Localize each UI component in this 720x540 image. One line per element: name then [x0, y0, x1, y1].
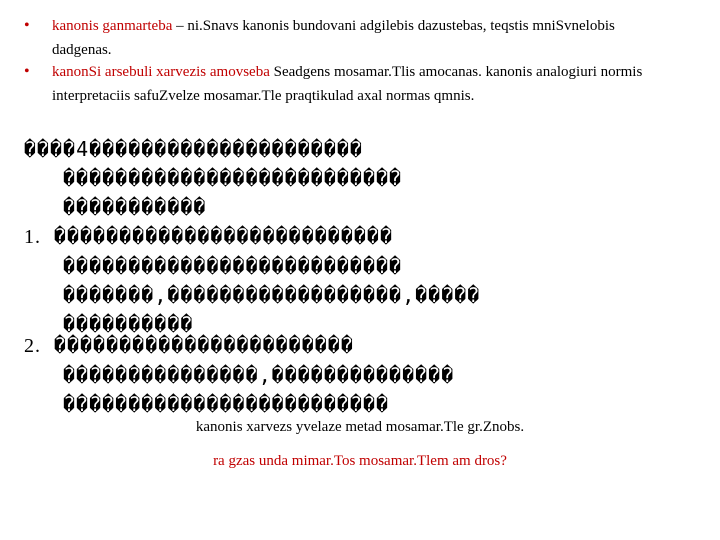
bullet-term: kanonis ganmarteba — [52, 18, 173, 34]
bullet-dot: • — [24, 17, 30, 34]
garbled-line: ����������������������� — [54, 333, 354, 357]
numbered-item-2 — [24, 331, 714, 419]
garbled-line: ���������������,�������������� — [63, 363, 455, 387]
bullet-item-interpretation — [24, 14, 704, 62]
footer-statement: kanonis xarvezs yvelaze metad mosamar.Tle gr.Znobs. — [195, 419, 525, 435]
garbled-line: �������������������������� — [63, 166, 403, 190]
bullet-dot: • — [24, 63, 30, 80]
garbled-line: �������������������������� — [54, 224, 394, 248]
bullet-rest: – ni.Snavs kanonis bundovani adgilebis dazustebas, teqstis mniSvnelobis — [172, 18, 615, 34]
bullet-item-gap-filling — [24, 60, 704, 108]
bullet-text — [52, 60, 704, 108]
garbled-line: �������,������������������,����� — [63, 283, 481, 307]
footer-question: ra gzas unda mimar.Tos mosamar.Tlem am dros? — [213, 453, 507, 469]
garbled-line: ������������������������� — [63, 392, 390, 416]
bullet-rest: Seadgens mosamar.Tlis amocanas. kanonis analogiuri normis — [269, 64, 643, 80]
garbled-line: ���������� — [63, 312, 194, 336]
garbled-heading-block — [24, 135, 714, 222]
garbled-line: ����������� — [63, 195, 207, 219]
numbered-item-1 — [24, 222, 714, 339]
bullet-text — [52, 14, 704, 62]
bullet-term: kanonSi arsebuli xarvezis amovseba — [52, 64, 270, 80]
garbled-line: �������������������������� — [63, 254, 403, 278]
garbled-line: ����4��������������������� — [24, 137, 364, 161]
item-number: 1. — [24, 226, 41, 248]
item-number: 2. — [24, 335, 41, 357]
bullet-rest-line2: interpretaciis safuZvelze mosamar.Tle praqtikulad axal normas qmnis. — [52, 88, 475, 104]
bullet-rest-line2: dadgenas. — [52, 42, 112, 58]
